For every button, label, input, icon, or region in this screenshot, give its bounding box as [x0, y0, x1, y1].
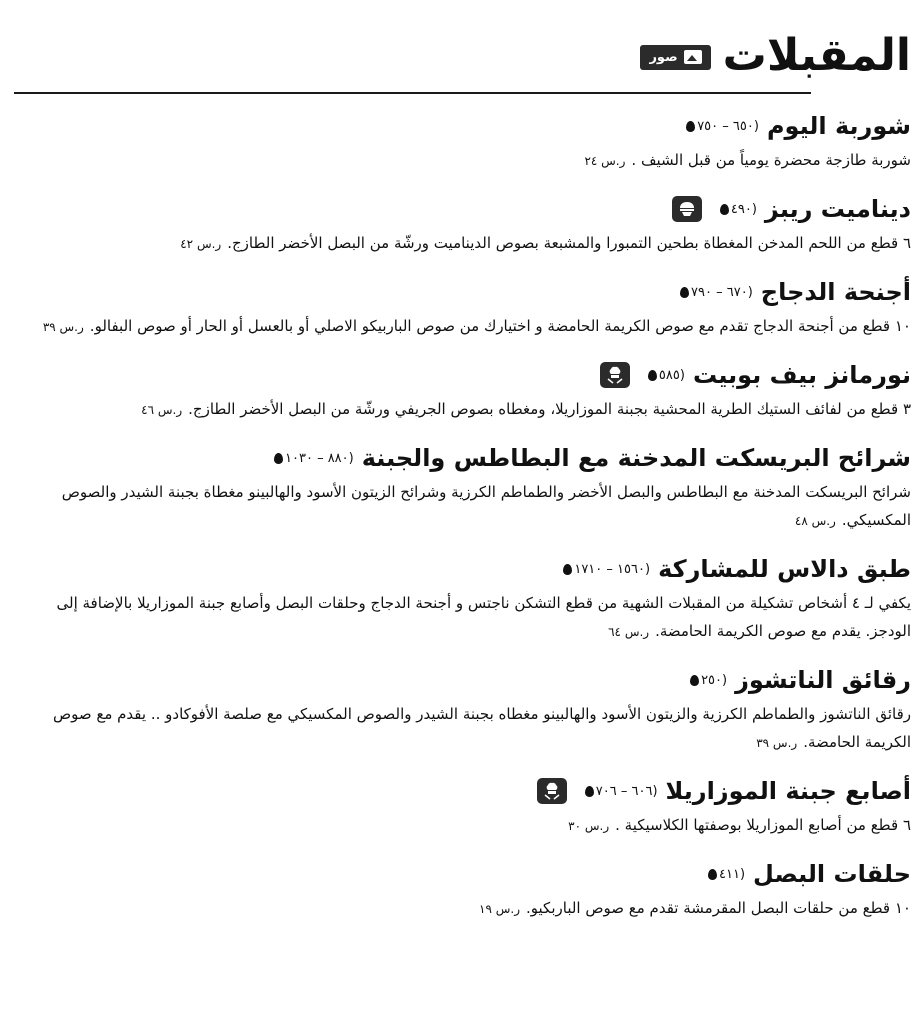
menu-item-price: ر.س ٣٩: [756, 736, 798, 750]
section-header: [14, 0, 911, 92]
menu-item[interactable]: [14, 440, 911, 535]
calories-value: (٨٨٠ – ١٠٣٠: [285, 450, 354, 466]
menu-item-description: [14, 395, 911, 424]
menu-item-header: [14, 551, 911, 587]
calories-value: (٤٩٠: [730, 201, 757, 217]
menu-item-name: حلقات البصل: [753, 860, 911, 888]
calories-value: (١٥٦٠ – ١٧١٠: [574, 561, 651, 577]
menu-item-price: ر.س ٤٨: [794, 514, 836, 528]
menu-item-name: شوربة اليوم: [766, 112, 911, 140]
menu-item-price: ر.س ٣٠: [568, 819, 610, 833]
menu-item-header: [14, 440, 911, 476]
menu-item-header: [14, 108, 911, 144]
calorie-drop-icon: [274, 453, 283, 464]
menu-item-description: [14, 146, 911, 175]
menu-item[interactable]: [14, 662, 911, 757]
photos-button[interactable]: [640, 45, 710, 70]
menu-item[interactable]: [14, 108, 911, 175]
spicy-icon: [672, 196, 702, 222]
description-text: يكفي لـ ٤ أشخاص تشكيلة من المقبلات الشهية من قطع التشكن ناجتس و أجنحة الدجاج وحلقات البصل وأصابع جبنة الموزاريلا بالإضافة إلى الودجز. يقدم مع صوص الكريمة الحامضة.: [56, 594, 911, 640]
calories-value: (٦٠٦ – ٧٠٦: [595, 783, 658, 799]
calories-label: [708, 867, 745, 882]
description-text: ٦ قطع من أصابع الموزاريلا بوصفتها الكلاسيكية .: [615, 816, 911, 834]
menu-item-header: [14, 662, 911, 698]
menu-item-description: [14, 229, 911, 258]
description-text: ١٠ قطع من حلقات البصل المقرمشة تقدم مع صوص الباربكيو.: [526, 899, 911, 917]
calorie-drop-icon: [708, 869, 717, 880]
calories-value: (٦٥٠ – ٧٥٠: [697, 118, 759, 134]
calories-label: [585, 784, 658, 799]
photo-icon: [684, 50, 702, 64]
section-title: المقبلات: [722, 29, 911, 81]
description-text: ٦ قطع من اللحم المدخن المغطاة بطحين التمبورا والمشبعة بصوص الديناميت ورشّة من البصل الأخضر الطازج.: [227, 234, 911, 252]
menu-item-header: [14, 357, 911, 393]
description-text: رقائق الناتشوز والطماطم الكرزية والزيتون الأسود والهالبينو مغطاه بجبنة الشيدر والصوص المكسيكي مع صلصة الأفوكادو .. يقدم مع صوص الكريمة الحامضة.: [52, 705, 911, 751]
description-text: شوربة طازجة محضرة يومياً من قبل الشيف .: [631, 151, 911, 169]
menu-item-price: ر.س ٤٢: [180, 237, 222, 251]
menu-item-name: ديناميت ريبز: [764, 195, 911, 223]
menu-item-price: ر.س ٤٦: [141, 403, 183, 417]
menu-item-description: [14, 700, 911, 757]
description-text: ١٠ قطع من أجنحة الدجاج تقدم مع صوص الكريمة الحامضة و اختيارك من صوص الباربيكو الاصلي أو بالعسل أو الحار أو صوص البفالو.: [89, 317, 911, 335]
calories-value: (٤١١: [719, 866, 746, 882]
menu-item-price: ر.س ٣٩: [42, 320, 84, 334]
calorie-drop-icon: [648, 370, 657, 381]
calories-label: [274, 451, 354, 466]
menu-item-price: ر.س ٦٤: [608, 625, 650, 639]
menu-item-header: [14, 856, 911, 892]
menu-item-header: [14, 274, 911, 310]
menu-item[interactable]: [14, 773, 911, 840]
calories-label: [690, 673, 727, 688]
calories-label: [720, 202, 757, 217]
menu-item[interactable]: [14, 274, 911, 341]
menu-item[interactable]: [14, 191, 911, 258]
calories-label: [648, 368, 685, 383]
calories-label: [686, 119, 759, 134]
menu-item-price: ر.س ١٩: [479, 902, 521, 916]
menu-item-header: [14, 191, 911, 227]
chef-icon: [537, 778, 567, 804]
menu-item-header: [14, 773, 911, 809]
menu-item-name: طبق دالاس للمشاركة: [658, 555, 911, 583]
chef-icon: [600, 362, 630, 388]
menu-item-description: [14, 312, 911, 341]
calorie-drop-icon: [690, 675, 699, 686]
menu-item-name: أجنحة الدجاج: [760, 278, 911, 306]
menu-item-description: [14, 478, 911, 535]
calorie-drop-icon: [680, 287, 689, 298]
header-divider: [14, 92, 811, 94]
calories-value: (٥٨٥: [658, 367, 685, 383]
calories-value: (٦٧٠ – ٧٩٠: [691, 284, 753, 300]
calorie-drop-icon: [720, 204, 729, 215]
calorie-drop-icon: [686, 121, 695, 132]
menu-item-description: [14, 894, 911, 923]
menu-item-description: [14, 811, 911, 840]
menu-items-list: [14, 108, 911, 923]
calories-label: [563, 562, 650, 577]
description-text: شرائح البريسكت المدخنة مع البطاطس والبصل الأخضر والطماطم الكرزية وشرائح الزيتون الأسود والهالبينو مغطاة بجبنة الشيدر والصوص المكسيكي.: [61, 483, 911, 529]
menu-item-description: [14, 589, 911, 646]
menu-item[interactable]: [14, 551, 911, 646]
menu-item-name: أصابع جبنة الموزاريلا: [665, 777, 911, 805]
description-text: ٣ قطع من لفائف الستيك الطرية المحشية بجبنة الموزاريلا، ومغطاه بصوص الجريفي ورشّة من البصل الأخضر الطازج.: [188, 400, 911, 418]
menu-item[interactable]: [14, 357, 911, 424]
menu-item-name: رقائق الناتشوز: [735, 666, 911, 694]
menu-item-name: شرائح البريسكت المدخنة مع البطاطس والجبنة: [361, 444, 911, 472]
calories-value: (٢٥٠: [701, 672, 728, 688]
menu-item-price: ر.س ٢٤: [584, 154, 626, 168]
calorie-drop-icon: [585, 786, 594, 797]
menu-item-name: نورمانز بيف بوبيت: [692, 361, 911, 389]
photos-label: صور: [649, 49, 678, 65]
calories-label: [680, 285, 753, 300]
menu-item[interactable]: [14, 856, 911, 923]
calorie-drop-icon: [563, 564, 572, 575]
